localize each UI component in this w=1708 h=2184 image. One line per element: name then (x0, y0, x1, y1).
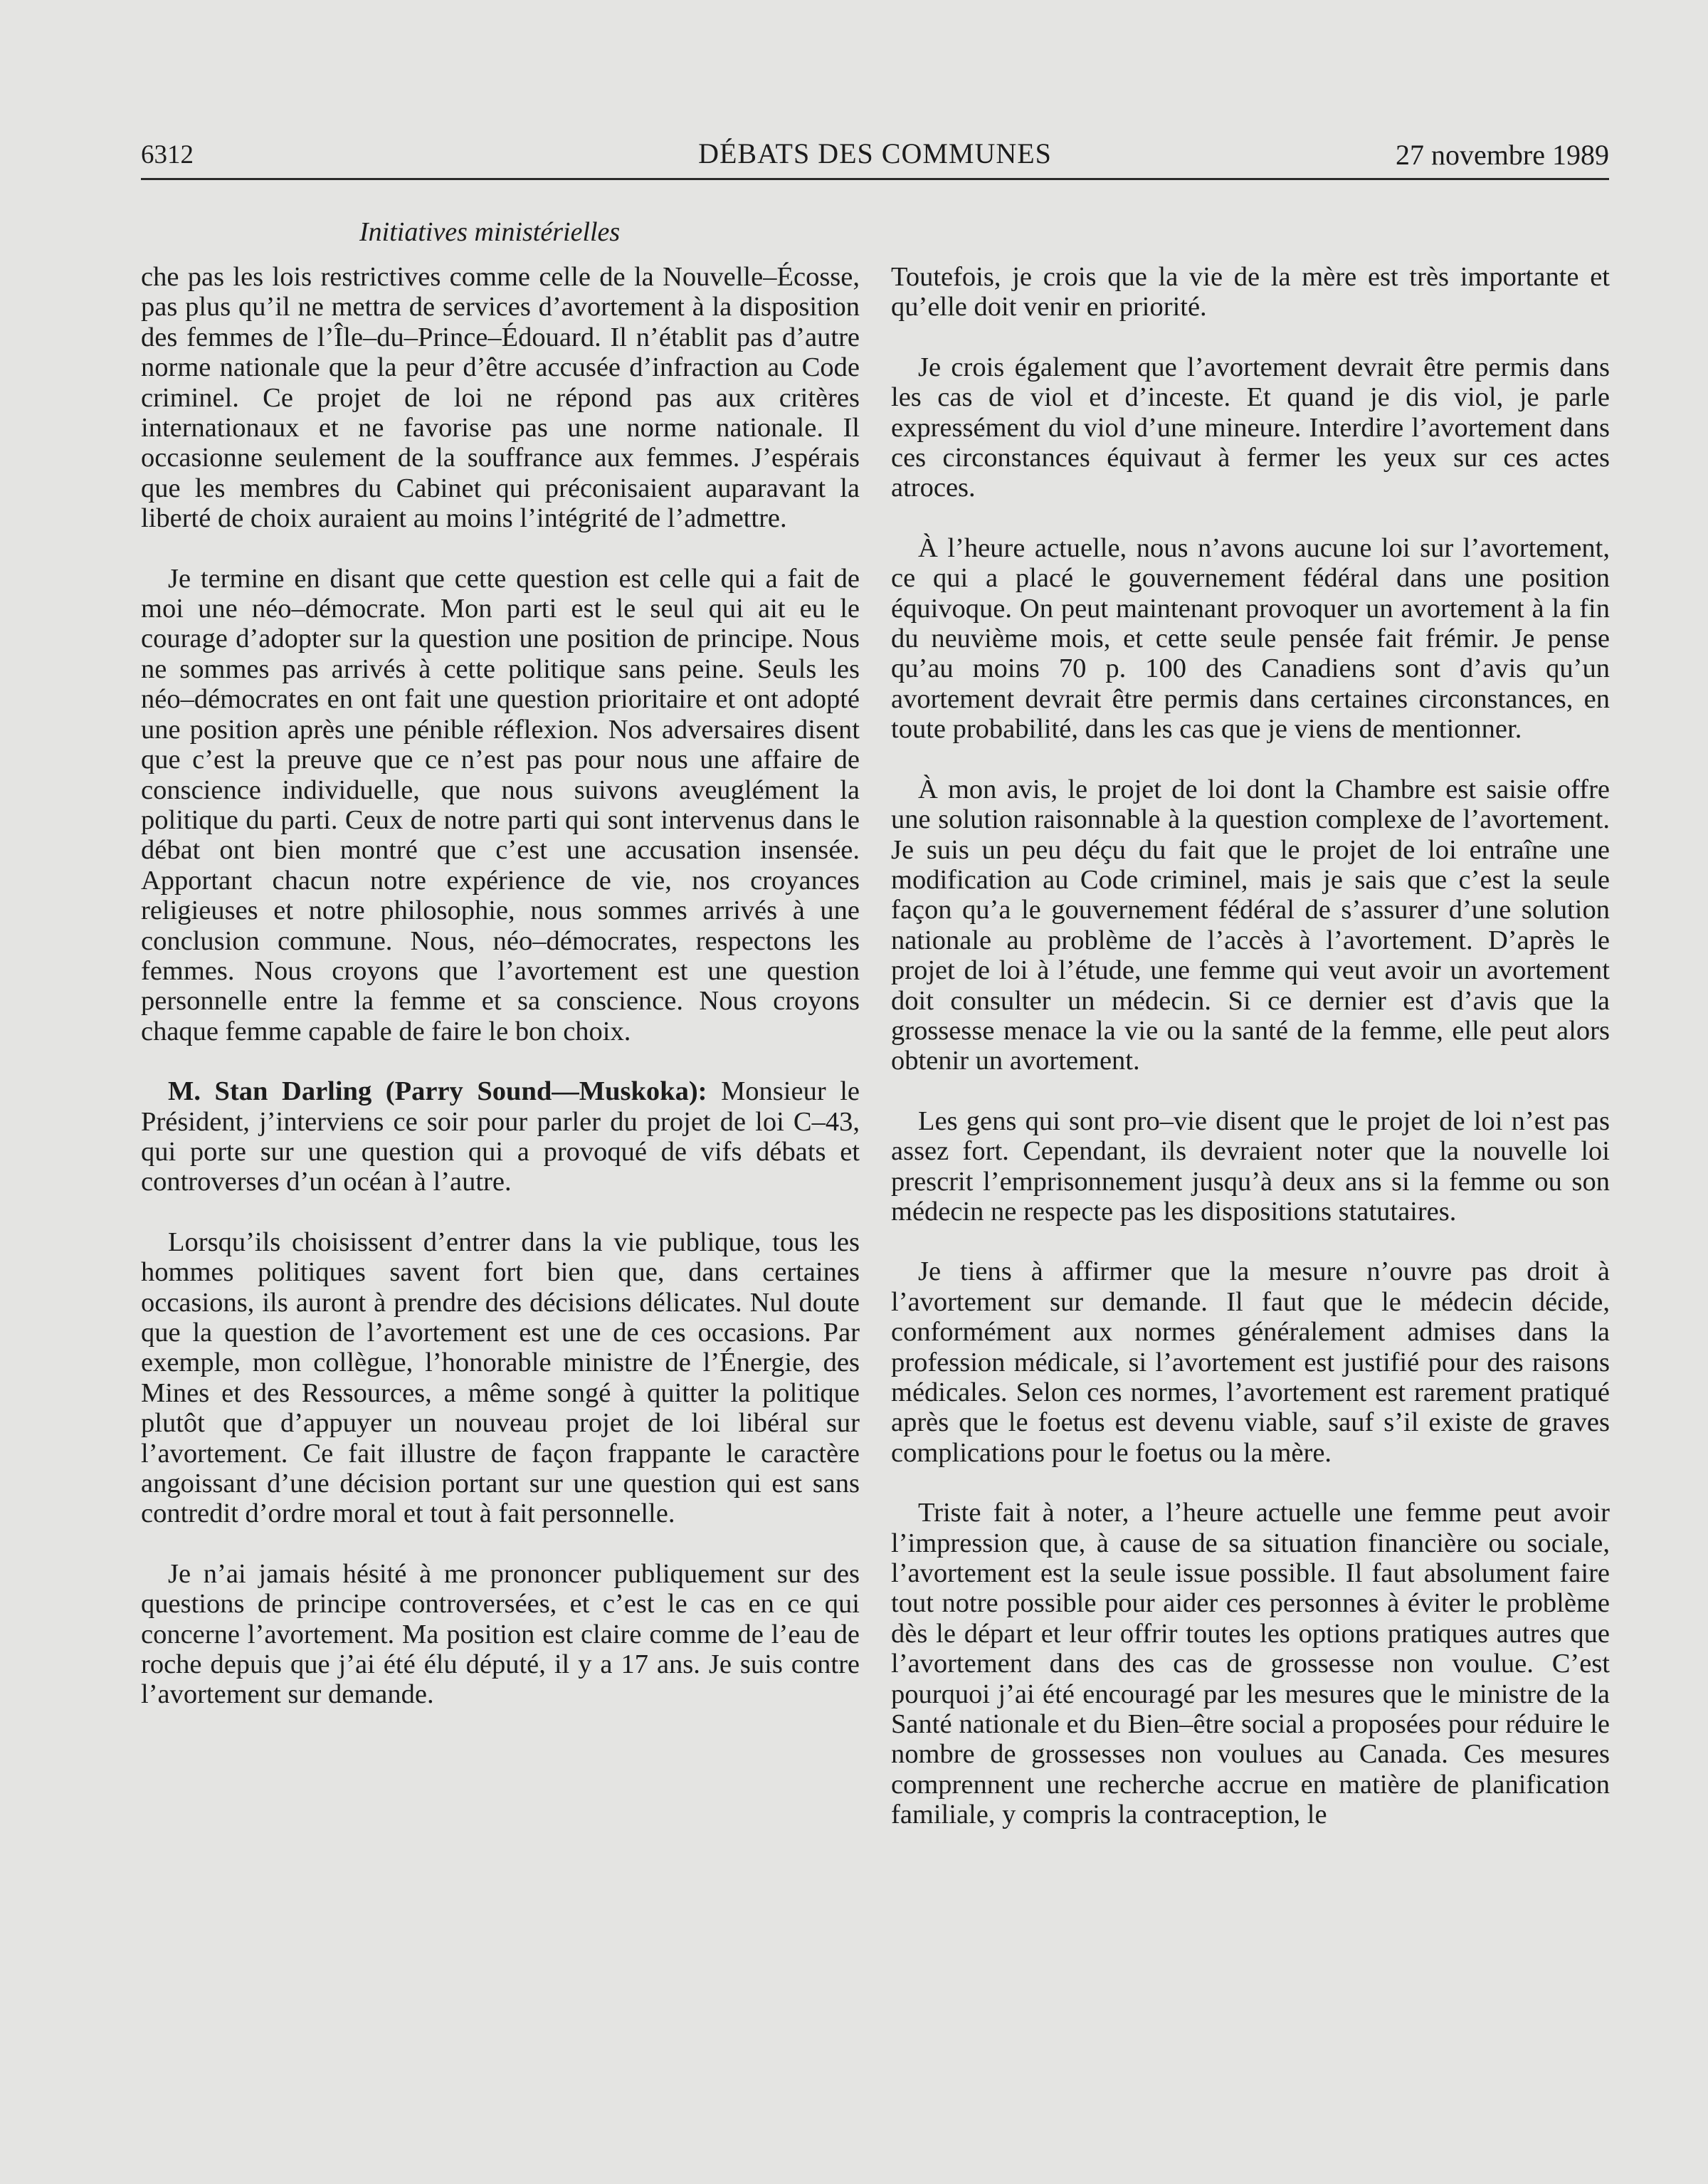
publication-date: 27 novembre 1989 (1396, 139, 1609, 171)
speaker-name: M. Stan Darling (Parry Sound—Muskoka): (168, 1076, 707, 1107)
paragraph: Triste fait à noter, a l’heure actuelle une femme peut avoir l’impression que, à cause de sa situation financière ou sociale, l’avortement est la seule issue possible. Il faut absolument faire tout notre possible pour aider ces personnes à éviter le problème dès le départ et leur offrir toutes les options pratiques autres que l’avortement dans des cas de grossesse non voulue. C’est pourquoi j’ai été encouragé par les mesures que le ministre de la Santé nationale et du Bien–être social a proposées pour réduire le nombre de grossesses non voulues au Canada. Ces mesures comprennent une recherche accrue en matière de planification familiale, y compris la contraception, le (891, 1498, 1610, 1830)
paragraph: Lorsqu’ils choisissent d’entrer dans la vie publique, tous les hommes politiques savent fort bien que, dans certaines occasions, ils auront à prendre des décisions délicates. Nul doute que la question de l’avortement est une de ces occasions. Par exemple, mon collègue, l’honorable ministre de l’Énergie, des Mines et des Ressources, a même songé à quitter la politique plutôt que d’appuyer un nouveau projet de loi libéral sur l’avortement. Ce fait illustre de façon frappante le caractère angoissant d’une décision portant sur une question qui est sans contredit d’ordre moral et tout à fait personnelle. (141, 1227, 860, 1529)
speaker-text: Monsieur le Président, j’interviens ce soir pour parler du projet de loi C–43, qui porte sur une question qui a provoqué de vifs débats et controverses d’un océan à l’autre. (141, 1076, 860, 1197)
paragraph: Je termine en disant que cette question est celle qui a fait de moi une néo–démocrate. Mon parti est le seul qui ait eu le courage d’adopter sur la question une position de principe. Nous ne sommes pas arrivés à cette politique sans peine. Seuls les néo–démocrates en ont fait une question prioritaire et ont adopté une position après une pénible réflexion. Nos adversaires disent que c’est la preuve que ce n’est pas pour nous une affaire de conscience individuelle, que nous suivons aveuglément la politique du parti. Ceux de notre parti qui sont intervenus dans le débat ont bien montré que c’est une accusation insensée. Apportant chacun notre expérience de vie, nos croyances religieuses et notre philosophie, nous sommes arrivés à une conclusion commune. Nous, néo–démocrates, respectons les femmes. Nous croyons que l’avortement est une question personnelle entre la femme et sa conscience. Nous croyons chaque femme capable de faire le bon choix. (141, 563, 860, 1046)
right-column (891, 262, 1610, 1860)
publication-title: DÉBATS DES COMMUNES (698, 137, 1052, 169)
paragraph: Je crois également que l’avortement devrait être permis dans les cas de viol et d’inceste. Et quand je dis viol, je parle expressément du viol d’une mineure. Interdire l’avortement dans ces circonstances équivaut à fermer les yeux sur ces actes atroces. (891, 352, 1610, 503)
speaker-paragraph (141, 1076, 860, 1197)
left-column (141, 262, 860, 1740)
paragraph: À mon avis, le projet de loi dont la Chambre est saisie offre une solution raisonnable à la question complexe de l’avortement. Je suis un peu déçu du fait que le projet de loi entraîne une modification au Code criminel, mais je sais que c’est la seule façon qu’a le gouvernement fédéral de s’assurer d’une solution nationale au problème de l’accès à l’avortement. D’après le projet de loi à l’étude, une femme qui veut avoir un avortement doit consulter un médecin. Si ce dernier est d’avis que la grossesse menace la vie ou la santé de la femme, elle peut alors obtenir un avortement. (891, 774, 1610, 1076)
paragraph: Toutefois, je crois que la vie de la mère est très importante et qu’elle doit venir en priorité. (891, 262, 1610, 322)
page-header (141, 135, 1609, 180)
paragraph: Les gens qui sont pro–vie disent que le projet de loi n’est pas assez fort. Cependant, ils devraient noter que la nouvelle loi prescrit l’emprisonnement jusqu’à deux ans si la femme ou son médecin ne respecte pas les dispositions statutaires. (891, 1106, 1610, 1227)
paragraph: Je tiens à affirmer que la mesure n’ouvre pas droit à l’avortement sur demande. Il faut que le médecin décide, conformément aux normes généralement admises dans la profession médicale, si l’avortement est justifié pour des raisons médicales. Selon ces normes, l’avortement est rarement pratiqué après que le foetus est devenu viable, sauf s’il existe de graves complications pour le foetus ou la mère. (891, 1256, 1610, 1468)
paragraph: che pas les lois restrictives comme celle de la Nouvelle–Écosse, pas plus qu’il ne mettra de services d’avortement à la disposition des femmes de l’Île–du–Prince–Édouard. Il n’établit pas d’autre norme nationale que la peur d’être accusée d’infraction au Code criminel. Ce projet de loi ne répond pas aux critères internationaux et ne favorise pas une norme nationale. Il occasionne seulement de la souffrance aux femmes. J’espérais que les membres du Cabinet qui préconisaient auparavant la liberté de choix auraient au moins l’intégrité de l’admettre. (141, 262, 860, 534)
paragraph: Je n’ai jamais hésité à me prononcer publiquement sur des questions de principe controversées, et c’est le cas en ce qui concerne l’avortement. Ma position est claire comme de l’eau de roche depuis que j’ai été élu député, il y a 17 ans. Je suis contre l’avortement sur demande. (141, 1558, 860, 1710)
paragraph: À l’heure actuelle, nous n’avons aucune loi sur l’avortement, ce qui a placé le gouvernement fédéral dans une position équivoque. On peut maintenant provoquer un avortement à la fin du neuvième mois, et cette seule pensée fait frémir. Je pense qu’au moins 70 p. 100 des Canadiens sont d’avis qu’un avortement devrait être permis dans certaines circonstances, en toute probabilité, dans les cas que je viens de mentionner. (891, 532, 1610, 745)
page-number: 6312 (141, 140, 194, 169)
section-label: Initiatives ministérielles (359, 217, 621, 247)
